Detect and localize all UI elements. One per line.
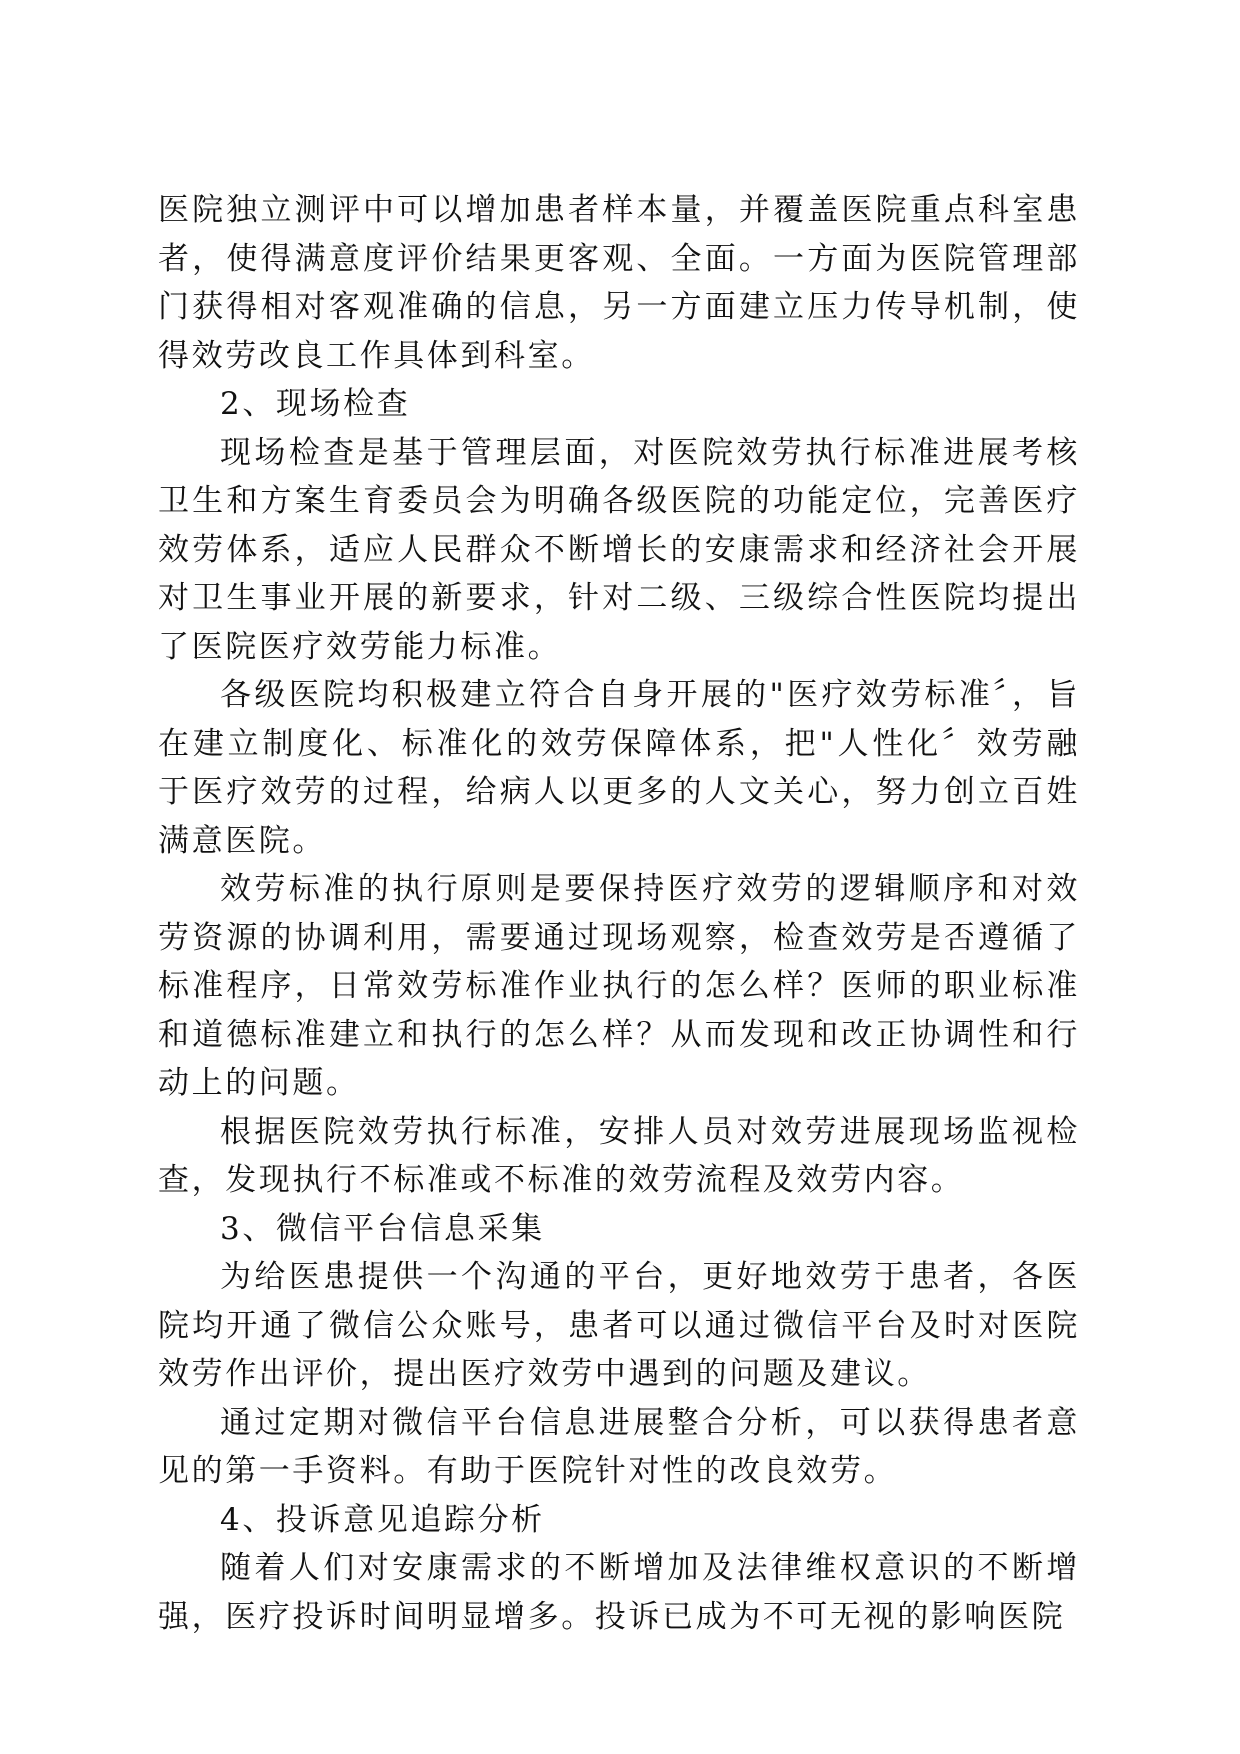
paragraph: 各级医院均积极建立符合自身开展的"医疗效劳标准〞，旨在建立制度化、标准化的效劳保障体系，把"人性化〞效劳融于医疗效劳的过程，给病人以更多的人文关心，努力创立百姓满意医院。 — [158, 677, 1080, 859]
paragraph: 通过定期对微信平台信息进展整合分析，可以获得患者意见的第一手资料。有助于医院针对性的改良效劳。 — [158, 1404, 1080, 1489]
paragraph: 现场检查是基于管理层面，对医院效劳执行标准进展考核卫生和方案生育委员会为明确各级医院的功能定位，完善医疗效劳体系，适应人民群众不断增长的安康需求和经济社会开展对卫生事业开展的新要求，针对二级、三级综合性医院均提出了医院医疗效劳能力标准。 — [158, 434, 1080, 665]
paragraph: 根据医院效劳执行标准，安排人员对效劳进展现场监视检查，发现执行不标准或不标准的效劳流程及效劳内容。 — [158, 1113, 1080, 1198]
paragraph: 为给医患提供一个沟通的平台，更好地效劳于患者，各医院均开通了微信公众账号，患者可以通过微信平台及时对医院效劳作出评价，提出医疗效劳中遇到的问题及建议。 — [158, 1259, 1080, 1392]
section-heading-on-site-inspection: 2、现场检查 — [220, 386, 411, 422]
paragraph: 随着人们对安康需求的不断增加及法律维权意识的不断增强，医疗投诉时间明显增多。投诉已成为不可无视的影响医院 — [158, 1550, 1080, 1635]
section-heading-complaint-tracking: 4、投诉意见追踪分析 — [220, 1501, 545, 1538]
section-heading-wechat-platform: 3、微信平台信息采集 — [220, 1210, 545, 1247]
paragraph-continued: 医院独立测评中可以增加患者样本量，并覆盖医院重点科室患者，使得满意度评价结果更客观、全面。一方面为医院管理部门获得相对客观准确的信息，另一方面建立压力传导机制，使得效劳改良工作具体到科室。 — [158, 192, 1080, 374]
document-body — [158, 186, 1080, 1641]
paragraph: 效劳标准的执行原则是要保持医疗效劳的逻辑顺序和对效劳资源的协调利用，需要通过现场观察，检查效劳是否遵循了标准程序，日常效劳标准作业执行的怎么样？医师的职业标准和道德标准建立和执行的怎么样？从而发现和改正协调性和行动上的问题。 — [158, 871, 1080, 1101]
